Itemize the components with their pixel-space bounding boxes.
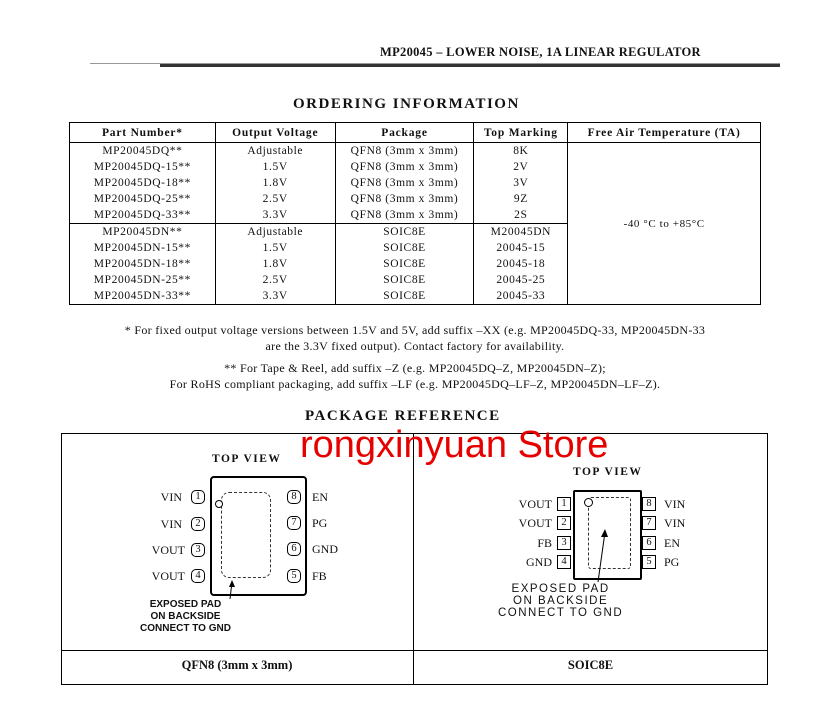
voltage-cell: 2.5V bbox=[215, 272, 335, 288]
marking-cell: 3V bbox=[474, 175, 568, 191]
soic-exposed-pad-note bbox=[498, 583, 623, 619]
exposed-pad-line: ON BACKSIDE bbox=[513, 595, 609, 607]
table-row bbox=[70, 143, 761, 160]
package-cell: QFN8 (3mm x 3mm) bbox=[335, 207, 474, 224]
col-header-package: Package bbox=[335, 123, 474, 143]
qfn-pin-number: 8 bbox=[287, 490, 301, 504]
qfn-pin-label: EN bbox=[312, 490, 328, 504]
soic-pin-number: 7 bbox=[642, 516, 656, 530]
qfn-pin-number: 7 bbox=[287, 516, 301, 530]
qfn-pin-number: 2 bbox=[191, 517, 205, 531]
ordering-info-title: ORDERING INFORMATION bbox=[293, 96, 520, 112]
part-number-cell: MP20045DN-18** bbox=[70, 256, 216, 272]
part-number-cell: MP20045DQ-25** bbox=[70, 191, 216, 207]
voltage-cell: 1.8V bbox=[215, 256, 335, 272]
qfn-pin-label: GND bbox=[312, 542, 338, 556]
exposed-pad-line: EXPOSED PAD bbox=[149, 599, 222, 610]
package-cell: SOIC8E bbox=[335, 288, 474, 305]
qfn-pin-label: PG bbox=[312, 516, 328, 530]
marking-cell: 2S bbox=[474, 207, 568, 224]
exposed-pad-line: ON BACKSIDE bbox=[150, 611, 221, 622]
soic-pin-label: FB bbox=[537, 536, 552, 550]
qfn-pin-label: VIN bbox=[160, 517, 182, 531]
soic-package-caption: SOIC8E bbox=[567, 658, 614, 672]
col-header-temperature: Free Air Temperature (TA) bbox=[568, 123, 761, 143]
voltage-cell: 1.8V bbox=[215, 175, 335, 191]
qfn-top-view-label: TOP VIEW bbox=[212, 453, 282, 465]
part-number-cell: MP20045DQ-15** bbox=[70, 159, 216, 175]
pin1-indicator-dot bbox=[215, 500, 223, 508]
soic-pin-label: VOUT bbox=[518, 497, 552, 511]
soic-pin-label: VOUT bbox=[518, 516, 552, 530]
part-number-cell: MP20045DN** bbox=[70, 224, 216, 241]
footnote-fixed-output bbox=[69, 322, 761, 354]
package-cell: QFN8 (3mm x 3mm) bbox=[335, 191, 474, 207]
footnote-line: For RoHS compliant packaging, add suffix –LF (e.g. MP20045DQ–LF–Z, MP20045DN–LF–Z). bbox=[169, 377, 661, 391]
package-cell: SOIC8E bbox=[335, 240, 474, 256]
soic-exposed-pad-arrow bbox=[588, 528, 618, 586]
soic-pin-number: 2 bbox=[557, 516, 571, 530]
qfn-pin-label: FB bbox=[312, 569, 327, 583]
soic-pin-number: 3 bbox=[557, 536, 571, 550]
qfn-pin-label: VOUT bbox=[151, 543, 185, 557]
footnote-line: are the 3.3V fixed output). Contact factory for availability. bbox=[265, 339, 565, 353]
qfn-pin-number: 3 bbox=[191, 543, 205, 557]
marking-cell: 20045-18 bbox=[474, 256, 568, 272]
footnote-tape-reel bbox=[69, 360, 761, 392]
voltage-cell: 1.5V bbox=[215, 159, 335, 175]
package-cell: SOIC8E bbox=[335, 224, 474, 241]
soic-pin-number: 8 bbox=[642, 497, 656, 511]
voltage-cell: Adjustable bbox=[215, 143, 335, 160]
marking-cell: 2V bbox=[474, 159, 568, 175]
soic-pin-label: GND bbox=[526, 555, 552, 569]
part-number-cell: MP20045DQ-18** bbox=[70, 175, 216, 191]
qfn-pin-label: VOUT bbox=[151, 569, 185, 583]
package-cell: QFN8 (3mm x 3mm) bbox=[335, 143, 474, 160]
marking-cell: M20045DN bbox=[474, 224, 568, 241]
soic-pin-label: PG bbox=[664, 555, 680, 569]
package-cell: SOIC8E bbox=[335, 256, 474, 272]
qfn-pin-number: 5 bbox=[287, 569, 301, 583]
package-reference-title: PACKAGE REFERENCE bbox=[305, 408, 501, 424]
voltage-cell: 2.5V bbox=[215, 191, 335, 207]
qfn-pin-number: 1 bbox=[191, 490, 205, 504]
qfn-pin-number: 4 bbox=[191, 569, 205, 583]
marking-cell: 20045-25 bbox=[474, 272, 568, 288]
part-number-cell: MP20045DQ-33** bbox=[70, 207, 216, 224]
qfn-pin-number: 6 bbox=[287, 542, 301, 556]
soic-pin-label: EN bbox=[664, 536, 680, 550]
pin1-indicator-dot bbox=[584, 498, 593, 507]
store-watermark: rongxinyuan Store bbox=[300, 424, 609, 466]
soic-pin-label: VIN bbox=[664, 516, 686, 530]
marking-cell: 20045-33 bbox=[474, 288, 568, 305]
part-number-cell: MP20045DN-33** bbox=[70, 288, 216, 305]
col-header-part-number: Part Number* bbox=[70, 123, 216, 143]
temperature-cell: -40 °C to +85°C bbox=[568, 143, 761, 305]
package-cell: QFN8 (3mm x 3mm) bbox=[335, 175, 474, 191]
voltage-cell: 1.5V bbox=[215, 240, 335, 256]
qfn-pin-label: VIN bbox=[160, 490, 182, 504]
footnote-line: ** For Tape & Reel, add suffix –Z (e.g. MP20045DQ–Z, MP20045DN–Z); bbox=[224, 361, 606, 375]
col-header-output-voltage: Output Voltage bbox=[215, 123, 335, 143]
soic-top-view-label: TOP VIEW bbox=[573, 466, 643, 478]
marking-cell: 20045-15 bbox=[474, 240, 568, 256]
package-cell: QFN8 (3mm x 3mm) bbox=[335, 159, 474, 175]
soic-pin-number: 5 bbox=[642, 555, 656, 569]
header-rule-thick bbox=[160, 64, 780, 67]
part-number-cell: MP20045DN-25** bbox=[70, 272, 216, 288]
voltage-cell: 3.3V bbox=[215, 288, 335, 305]
ordering-table bbox=[69, 122, 761, 305]
package-cell: SOIC8E bbox=[335, 272, 474, 288]
col-header-top-marking: Top Marking bbox=[474, 123, 568, 143]
exposed-pad-line: CONNECT TO GND bbox=[140, 623, 231, 634]
package-caption-rule bbox=[61, 650, 768, 651]
soic-pin-number: 4 bbox=[557, 555, 571, 569]
soic-pin-label: VIN bbox=[664, 497, 686, 511]
voltage-cell: 3.3V bbox=[215, 207, 335, 224]
exposed-pad-line: CONNECT TO GND bbox=[498, 607, 624, 619]
soic-pin-number: 1 bbox=[557, 497, 571, 511]
qfn-exposed-pad-note bbox=[140, 599, 231, 635]
qfn-exposed-pad bbox=[221, 492, 271, 578]
voltage-cell: Adjustable bbox=[215, 224, 335, 241]
exposed-pad-line: EXPOSED PAD bbox=[511, 583, 610, 595]
document-header-title: MP20045 – LOWER NOISE, 1A LINEAR REGULATOR bbox=[380, 45, 701, 59]
part-number-cell: MP20045DN-15** bbox=[70, 240, 216, 256]
qfn-package-caption: QFN8 (3mm x 3mm) bbox=[181, 658, 293, 672]
part-number-cell: MP20045DQ** bbox=[70, 143, 216, 160]
package-reference-box bbox=[61, 433, 768, 685]
soic-pin-number: 6 bbox=[642, 536, 656, 550]
marking-cell: 8K bbox=[474, 143, 568, 160]
package-divider bbox=[413, 433, 414, 685]
footnote-line: * For fixed output voltage versions between 1.5V and 5V, add suffix –XX (e.g. MP20045DQ-33, MP20045DN-33 bbox=[124, 323, 706, 337]
marking-cell: 9Z bbox=[474, 191, 568, 207]
